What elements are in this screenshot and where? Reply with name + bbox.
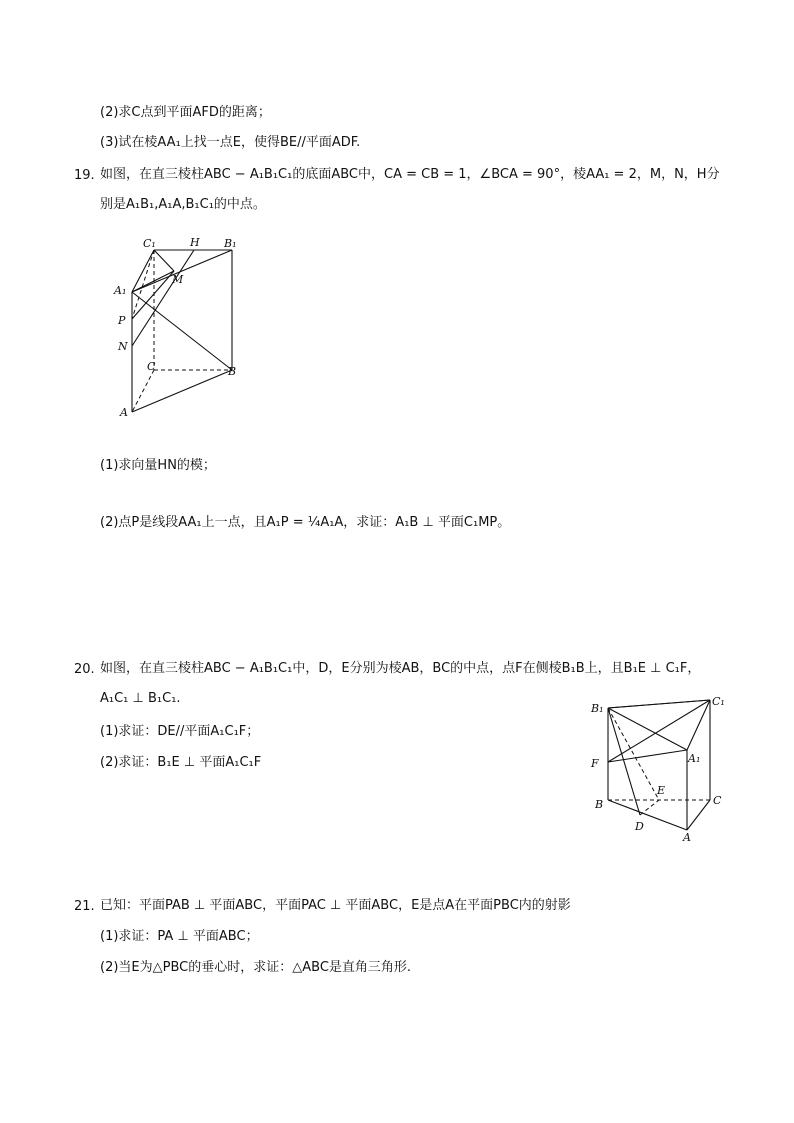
- label-M: M: [172, 273, 184, 286]
- label-D: D: [635, 820, 644, 833]
- question-19-stem-line2: 别是A₁B₁,A₁A,B₁C₁的中点。: [100, 197, 266, 212]
- question-19-stem-line1: 如图，在直三棱柱ABC − A₁B₁C₁的底面ABC中，CA = CB = 1，∠BCA = 90°，棱AA₁ = 2，M，N，H分: [100, 167, 720, 182]
- label-B: B: [228, 365, 237, 378]
- label-C1: C₁: [143, 237, 156, 250]
- label-A: A: [120, 406, 128, 419]
- label-F: F: [591, 757, 599, 770]
- question-19-part-1: (1)求向量HN的模；: [100, 458, 216, 473]
- label-N: N: [118, 340, 128, 353]
- label-C: C: [147, 360, 156, 373]
- question-20-number: 20.: [74, 662, 95, 677]
- question-19-number: 19.: [74, 168, 95, 183]
- figure-20-prism: [585, 690, 735, 845]
- question-21-part-2: (2)当E为△PBC的垂心时，求证：△ABC是直角三角形.: [100, 960, 412, 975]
- label-B1: B₁: [224, 237, 237, 250]
- question-21-part-1: (1)求证：PA ⊥ 平面ABC；: [100, 929, 259, 944]
- question-20-stem-line2: A₁C₁ ⊥ B₁C₁.: [100, 691, 181, 706]
- figure-19-prism: [110, 230, 250, 420]
- label-H: H: [190, 236, 200, 249]
- label-C1: C₁: [712, 695, 725, 708]
- question-21-stem: 已知：平面PAB ⊥ 平面ABC，平面PAC ⊥ 平面ABC，E是点A在平面PBC内的射影: [100, 898, 571, 913]
- label-B: B: [595, 798, 604, 811]
- label-A1: A₁: [114, 284, 127, 297]
- label-A: A: [683, 831, 691, 844]
- label-B1: B₁: [591, 702, 604, 715]
- prev-part-2: (2)求C点到平面AFD的距离；: [100, 105, 271, 120]
- label-A1: A₁: [688, 752, 701, 765]
- question-21-number: 21.: [74, 899, 95, 914]
- question-19-part-2: (2)点P是线段AA₁上一点，且A₁P = ¼A₁A，求证：A₁B ⊥ 平面C₁MP。: [100, 515, 511, 530]
- label-P: P: [118, 314, 126, 327]
- question-20-part-2: (2)求证：B₁E ⊥ 平面A₁C₁F: [100, 755, 262, 770]
- question-20-stem-line1: 如图，在直三棱柱ABC − A₁B₁C₁中，D，E分别为棱AB，BC的中点，点F在侧棱B₁B上，且B₁E ⊥ C₁F，: [100, 661, 701, 676]
- question-20-part-1: (1)求证：DE//平面A₁C₁F；: [100, 724, 260, 739]
- prev-part-3: (3)试在棱AA₁上找一点E，使得BE//平面ADF.: [100, 135, 361, 150]
- label-E: E: [657, 784, 666, 797]
- label-C: C: [713, 794, 722, 807]
